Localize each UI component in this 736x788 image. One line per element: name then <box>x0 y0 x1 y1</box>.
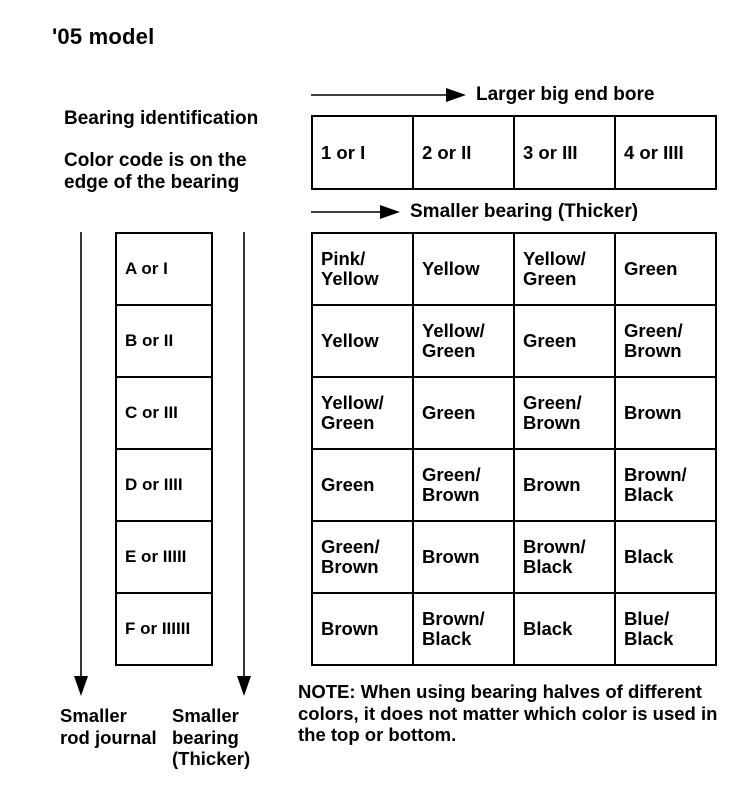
grid-cell: Green/ Brown <box>615 305 716 377</box>
grid-cell: Black <box>615 521 716 593</box>
table-row <box>312 593 716 665</box>
grid-cell: Brown <box>312 593 413 665</box>
grid-cell: Green <box>615 233 716 305</box>
grid-cell: Green <box>312 449 413 521</box>
bore-code-2: 2 or II <box>413 116 514 189</box>
big-end-bore-table <box>311 115 717 190</box>
bore-code-4: 4 or IIII <box>615 116 716 189</box>
table-row <box>312 233 716 305</box>
arrow-right-mid-icon <box>311 205 400 219</box>
rod-code-d: D or IIII <box>116 449 212 521</box>
rod-code-a: A or I <box>116 233 212 305</box>
grid-cell: Yellow <box>413 233 514 305</box>
bore-row <box>312 116 716 189</box>
table-row <box>312 377 716 449</box>
grid-cell: Yellow/ Green <box>312 377 413 449</box>
grid-cell: Brown/ Black <box>413 593 514 665</box>
bearing-color-table <box>311 232 717 666</box>
grid-cell: Yellow/ Green <box>514 233 615 305</box>
rod-code-b: B or II <box>116 305 212 377</box>
smaller-bearing-left-label: Smaller bearing (Thicker) <box>172 705 251 769</box>
grid-cell: Yellow <box>312 305 413 377</box>
grid-cell: Brown <box>413 521 514 593</box>
grid-cell: Pink/ Yellow <box>312 233 413 305</box>
grid-cell: Green <box>514 305 615 377</box>
table-row <box>312 449 716 521</box>
bore-code-1: 1 or I <box>312 116 413 189</box>
table-row <box>312 305 716 377</box>
arrow-down-right-icon <box>237 232 251 696</box>
larger-big-end-bore-label: Larger big end bore <box>476 84 655 105</box>
color-code-label: Color code is on the edge of the bearing <box>64 150 247 193</box>
table-row <box>312 521 716 593</box>
grid-cell: Green/ Brown <box>312 521 413 593</box>
grid-cell: Green/ Brown <box>413 449 514 521</box>
grid-cell: Brown/ Black <box>514 521 615 593</box>
arrow-right-top-icon <box>311 88 466 102</box>
grid-cell: Green <box>413 377 514 449</box>
grid-cell: Yellow/ Green <box>413 305 514 377</box>
grid-cell: Blue/ Black <box>615 593 716 665</box>
grid-cell: Brown <box>615 377 716 449</box>
page-title: '05 model <box>52 24 155 49</box>
bore-code-3: 3 or III <box>514 116 615 189</box>
grid-cell: Green/ Brown <box>514 377 615 449</box>
smaller-rod-journal-label: Smaller rod journal <box>60 705 157 748</box>
bearing-identification-label: Bearing identification <box>64 108 259 129</box>
rod-code-c: C or III <box>116 377 212 449</box>
rod-code-e: E or IIIII <box>116 521 212 593</box>
grid-cell: Brown/ Black <box>615 449 716 521</box>
grid-cell: Black <box>514 593 615 665</box>
smaller-bearing-top-label: Smaller bearing (Thicker) <box>410 201 639 222</box>
rod-journal-table <box>115 232 213 666</box>
note-text: NOTE: When using bearing halves of different colors, it does not matter which color is used in the top or bottom. <box>298 681 718 745</box>
rod-code-f: F or IIIIII <box>116 593 212 665</box>
grid-cell: Brown <box>514 449 615 521</box>
arrow-down-left-icon <box>74 232 88 696</box>
